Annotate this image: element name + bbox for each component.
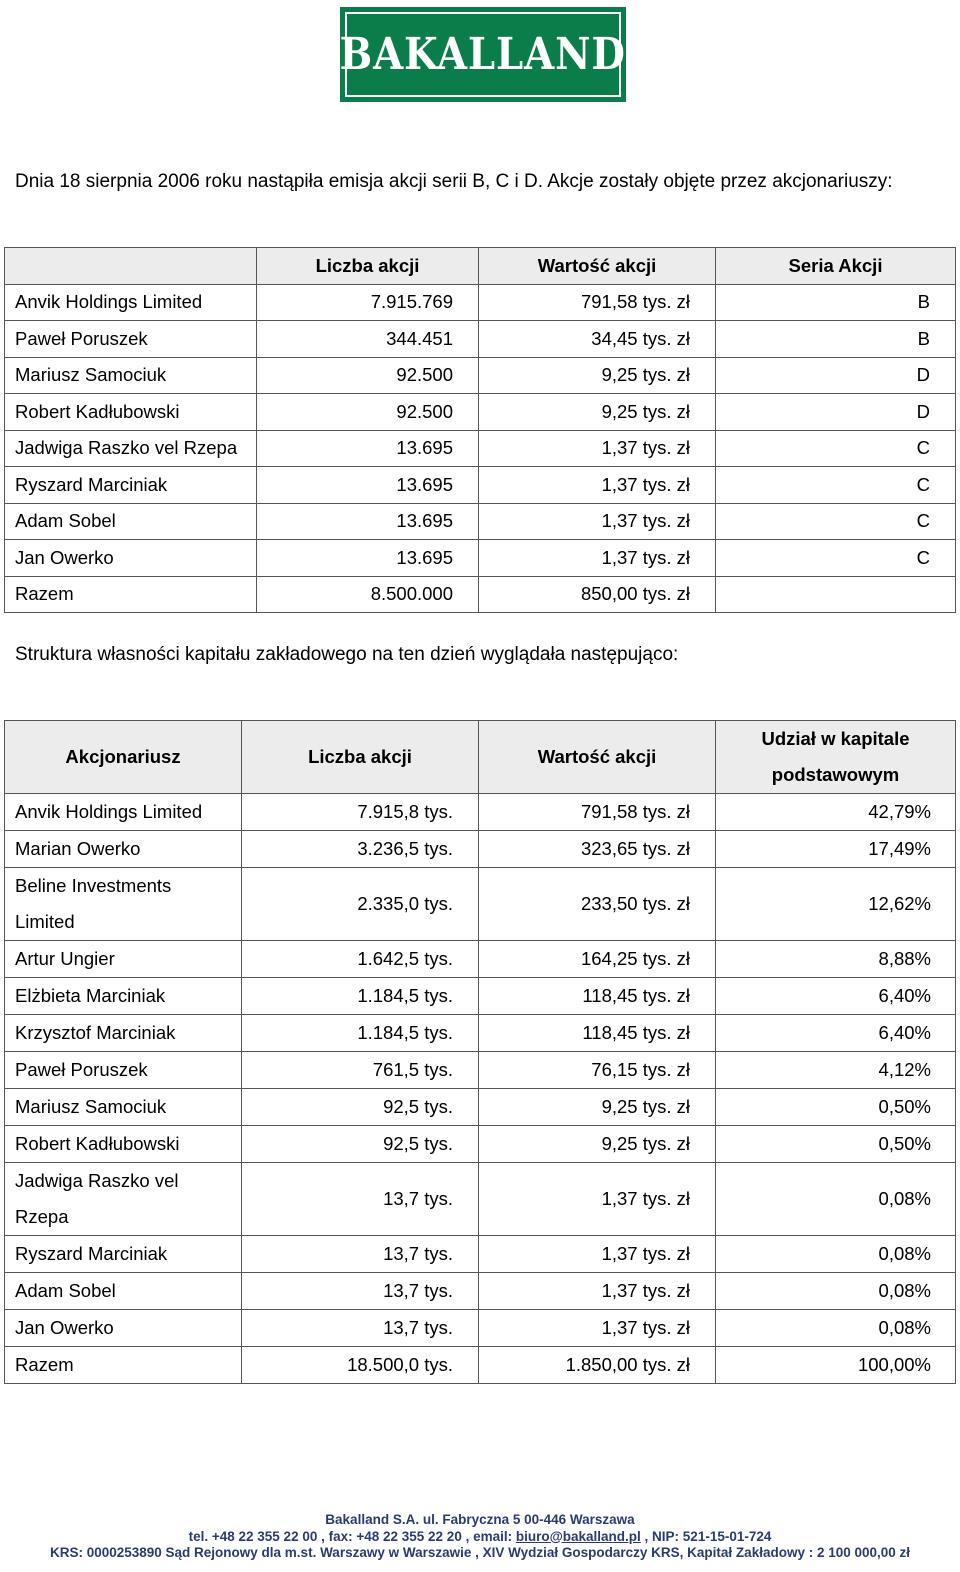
- cell-shares-value: 118,45 tys. zł: [479, 978, 716, 1015]
- cell-shareholder: Anvik Holdings Limited: [5, 794, 242, 831]
- cell-capital-share: 12,62%: [716, 868, 956, 941]
- cell-shares-count: 13.695: [257, 503, 479, 540]
- cell-capital-share: 6,40%: [716, 978, 956, 1015]
- cell-shareholder: Mariusz Samociuk: [5, 1089, 242, 1126]
- table-row: [5, 503, 956, 540]
- cell-shares-count: 92,5 tys.: [242, 1089, 479, 1126]
- logo-frame: [339, 12, 627, 97]
- footer-contact-phone: tel. +48 22 355 22 00 , fax: +48 22 355 22 20 , email:: [188, 1528, 516, 1544]
- cell-shares-count: 13,7 tys.: [242, 1163, 479, 1236]
- cell-shares-count: 3.236,5 tys.: [242, 831, 479, 868]
- cell-shares-value: 1,37 tys. zł: [479, 467, 716, 504]
- table-row: [5, 394, 956, 431]
- cell-capital-share: 4,12%: [716, 1052, 956, 1089]
- cell-shares-count: 344.451: [257, 321, 479, 358]
- cell-shares-count: 13,7 tys.: [242, 1273, 479, 1310]
- cell-shares-value: 791,58 tys. zł: [479, 794, 716, 831]
- cell-shares-value: 9,25 tys. zł: [479, 394, 716, 431]
- cell-capital-share: 42,79%: [716, 794, 956, 831]
- cell-series: B: [716, 321, 956, 358]
- cell-shares-value: 1.850,00 tys. zł: [479, 1347, 716, 1384]
- cell-shareholder: Artur Ungier: [5, 941, 242, 978]
- footer-contact-nip: , NIP: 521-15-01-724: [640, 1528, 772, 1544]
- table-row: [5, 321, 956, 358]
- cell-shareholder: Robert Kadłubowski: [5, 1126, 242, 1163]
- cell-shares-value: 9,25 tys. zł: [479, 1126, 716, 1163]
- cell-shares-count: 92,5 tys.: [242, 1126, 479, 1163]
- header-shares-count: Liczba akcji: [242, 721, 479, 794]
- cell-shareholder: Jadwiga Raszko vel Rzepa: [5, 430, 257, 467]
- cell-shares-value: 791,58 tys. zł: [479, 284, 716, 321]
- cell-shareholder: Jadwiga Raszko vel Rzepa: [5, 1163, 242, 1236]
- cell-capital-share: 8,88%: [716, 941, 956, 978]
- cell-shares-count: 92.500: [257, 394, 479, 431]
- cell-capital-share: 0,50%: [716, 1089, 956, 1126]
- table-row: [5, 1310, 956, 1347]
- table-row: [5, 1052, 956, 1089]
- cell-shares-value: 1,37 tys. zł: [479, 1163, 716, 1236]
- cell-shareholder: Marian Owerko: [5, 831, 242, 868]
- cell-series: C: [716, 503, 956, 540]
- header-shareholder: Akcjonariusz: [5, 721, 242, 794]
- cell-series: C: [716, 430, 956, 467]
- cell-shares-count: 2.335,0 tys.: [242, 868, 479, 941]
- cell-shares-value: 164,25 tys. zł: [479, 941, 716, 978]
- table-row: [5, 1236, 956, 1273]
- cell-shares-value: 34,45 tys. zł: [479, 321, 716, 358]
- footer-address: Bakalland S.A. ul. Fabryczna 5 00-446 Warszawa: [325, 1512, 635, 1527]
- cell-series: C: [716, 540, 956, 577]
- cell-shares-value: 1,37 tys. zł: [479, 1310, 716, 1347]
- table-row: [5, 831, 956, 868]
- table-row: [5, 430, 956, 467]
- table-row: [5, 1273, 956, 1310]
- cell-shareholder: Adam Sobel: [5, 1273, 242, 1310]
- cell-series: B: [716, 284, 956, 321]
- cell-shares-value: 9,25 tys. zł: [479, 1089, 716, 1126]
- cell-shares-count: 8.500.000: [257, 576, 479, 613]
- cell-shareholder: Razem: [5, 1347, 242, 1384]
- table-row: [5, 941, 956, 978]
- cell-shares-value: 1,37 tys. zł: [479, 1273, 716, 1310]
- cell-shares-count: 13.695: [257, 430, 479, 467]
- cell-shares-value: 323,65 tys. zł: [479, 831, 716, 868]
- table-row: [5, 467, 956, 504]
- cell-shareholder: Razem: [5, 576, 257, 613]
- table-row: [5, 1126, 956, 1163]
- table-row: [5, 540, 956, 577]
- cell-shares-count: 13,7 tys.: [242, 1236, 479, 1273]
- table-row: [5, 357, 956, 394]
- cell-capital-share: 0,08%: [716, 1310, 956, 1347]
- cell-shares-count: 761,5 tys.: [242, 1052, 479, 1089]
- cell-shares-value: 1,37 tys. zł: [479, 540, 716, 577]
- cell-capital-share: 0,08%: [716, 1163, 956, 1236]
- header-empty: [5, 248, 257, 285]
- cell-series: D: [716, 394, 956, 431]
- cell-shares-value: 850,00 tys. zł: [479, 576, 716, 613]
- cell-shareholder: Adam Sobel: [5, 503, 257, 540]
- cell-capital-share: 0,50%: [716, 1126, 956, 1163]
- cell-shares-count: 1.184,5 tys.: [242, 978, 479, 1015]
- cell-shares-count: 13.695: [257, 540, 479, 577]
- cell-shares-value: 1,37 tys. zł: [479, 1236, 716, 1273]
- emission-table-body: [5, 284, 956, 613]
- cell-series: C: [716, 467, 956, 504]
- cell-shares-count: 1.642,5 tys.: [242, 941, 479, 978]
- cell-shareholder: Mariusz Samociuk: [5, 357, 257, 394]
- cell-shares-value: 9,25 tys. zł: [479, 357, 716, 394]
- cell-shareholder: Ryszard Marciniak: [5, 1236, 242, 1273]
- ownership-table-body: [5, 794, 956, 1384]
- table-row: [5, 978, 956, 1015]
- cell-shareholder: Paweł Poruszek: [5, 1052, 242, 1089]
- table-row: [5, 1015, 956, 1052]
- table-row: [5, 576, 956, 613]
- table-row: [5, 1089, 956, 1126]
- cell-capital-share: 6,40%: [716, 1015, 956, 1052]
- cell-shares-value: 233,50 tys. zł: [479, 868, 716, 941]
- header-capital-share: Udział w kapitale podstawowym: [716, 721, 956, 794]
- emission-table: [4, 247, 956, 613]
- table-row: [5, 284, 956, 321]
- table-row: [5, 794, 956, 831]
- cell-shares-count: 13.695: [257, 467, 479, 504]
- cell-shares-count: 1.184,5 tys.: [242, 1015, 479, 1052]
- cell-series: D: [716, 357, 956, 394]
- table-header-row: [5, 721, 956, 794]
- cell-shareholder: Anvik Holdings Limited: [5, 284, 257, 321]
- cell-shares-count: 7.915.769: [257, 284, 479, 321]
- cell-series: [716, 576, 956, 613]
- cell-shareholder: Jan Owerko: [5, 1310, 242, 1347]
- intro-paragraph-ownership: Struktura własności kapitału zakładowego na ten dzień wyglądała następująco:: [15, 644, 679, 665]
- header-series: Seria Akcji: [716, 248, 956, 285]
- header-shares-value: Wartość akcji: [479, 721, 716, 794]
- cell-shares-value: 1,37 tys. zł: [479, 430, 716, 467]
- table-row: [5, 1163, 956, 1236]
- cell-capital-share: 0,08%: [716, 1273, 956, 1310]
- cell-shareholder: Robert Kadłubowski: [5, 394, 257, 431]
- cell-shares-count: 13,7 tys.: [242, 1310, 479, 1347]
- table-row: [5, 1347, 956, 1384]
- cell-shareholder: Paweł Poruszek: [5, 321, 257, 358]
- cell-shareholder: Beline Investments Limited: [5, 868, 242, 941]
- company-logo: [340, 7, 626, 102]
- footer-registration: KRS: 0000253890 Sąd Rejonowy dla m.st. Warszawy w Warszawie , XIV Wydział Gospodarczy KRS, Kapitał Zakładowy : 2 100 000,00 zł: [49, 1545, 911, 1560]
- table-row: [5, 868, 956, 941]
- cell-shareholder: Jan Owerko: [5, 540, 257, 577]
- cell-shares-value: 76,15 tys. zł: [479, 1052, 716, 1089]
- cell-shares-value: 118,45 tys. zł: [479, 1015, 716, 1052]
- ownership-table: [4, 720, 956, 1384]
- cell-capital-share: 0,08%: [716, 1236, 956, 1273]
- header-shares-value: Wartość akcji: [479, 248, 716, 285]
- cell-shareholder: Krzysztof Marciniak: [5, 1015, 242, 1052]
- logo-text: BAKALLAND: [339, 29, 627, 80]
- footer-email-link[interactable]: biuro@bakalland.pl: [515, 1528, 641, 1544]
- cell-shareholder: Ryszard Marciniak: [5, 467, 257, 504]
- footer-contact: [0, 1529, 960, 1546]
- table-header-row: [5, 248, 956, 285]
- cell-capital-share: 100,00%: [716, 1347, 956, 1384]
- cell-shareholder: Elżbieta Marciniak: [5, 978, 242, 1015]
- cell-shares-count: 18.500,0 tys.: [242, 1347, 479, 1384]
- company-footer: [0, 1512, 960, 1562]
- intro-paragraph-emission: Dnia 18 sierpnia 2006 roku nastąpiła emisja akcji serii B, C i D. Akcje zostały objęte przez akcjonariuszy:: [15, 171, 893, 192]
- header-shares-count: Liczba akcji: [257, 248, 479, 285]
- cell-capital-share: 17,49%: [716, 831, 956, 868]
- cell-shares-value: 1,37 tys. zł: [479, 503, 716, 540]
- cell-shares-count: 7.915,8 tys.: [242, 794, 479, 831]
- cell-shares-count: 92.500: [257, 357, 479, 394]
